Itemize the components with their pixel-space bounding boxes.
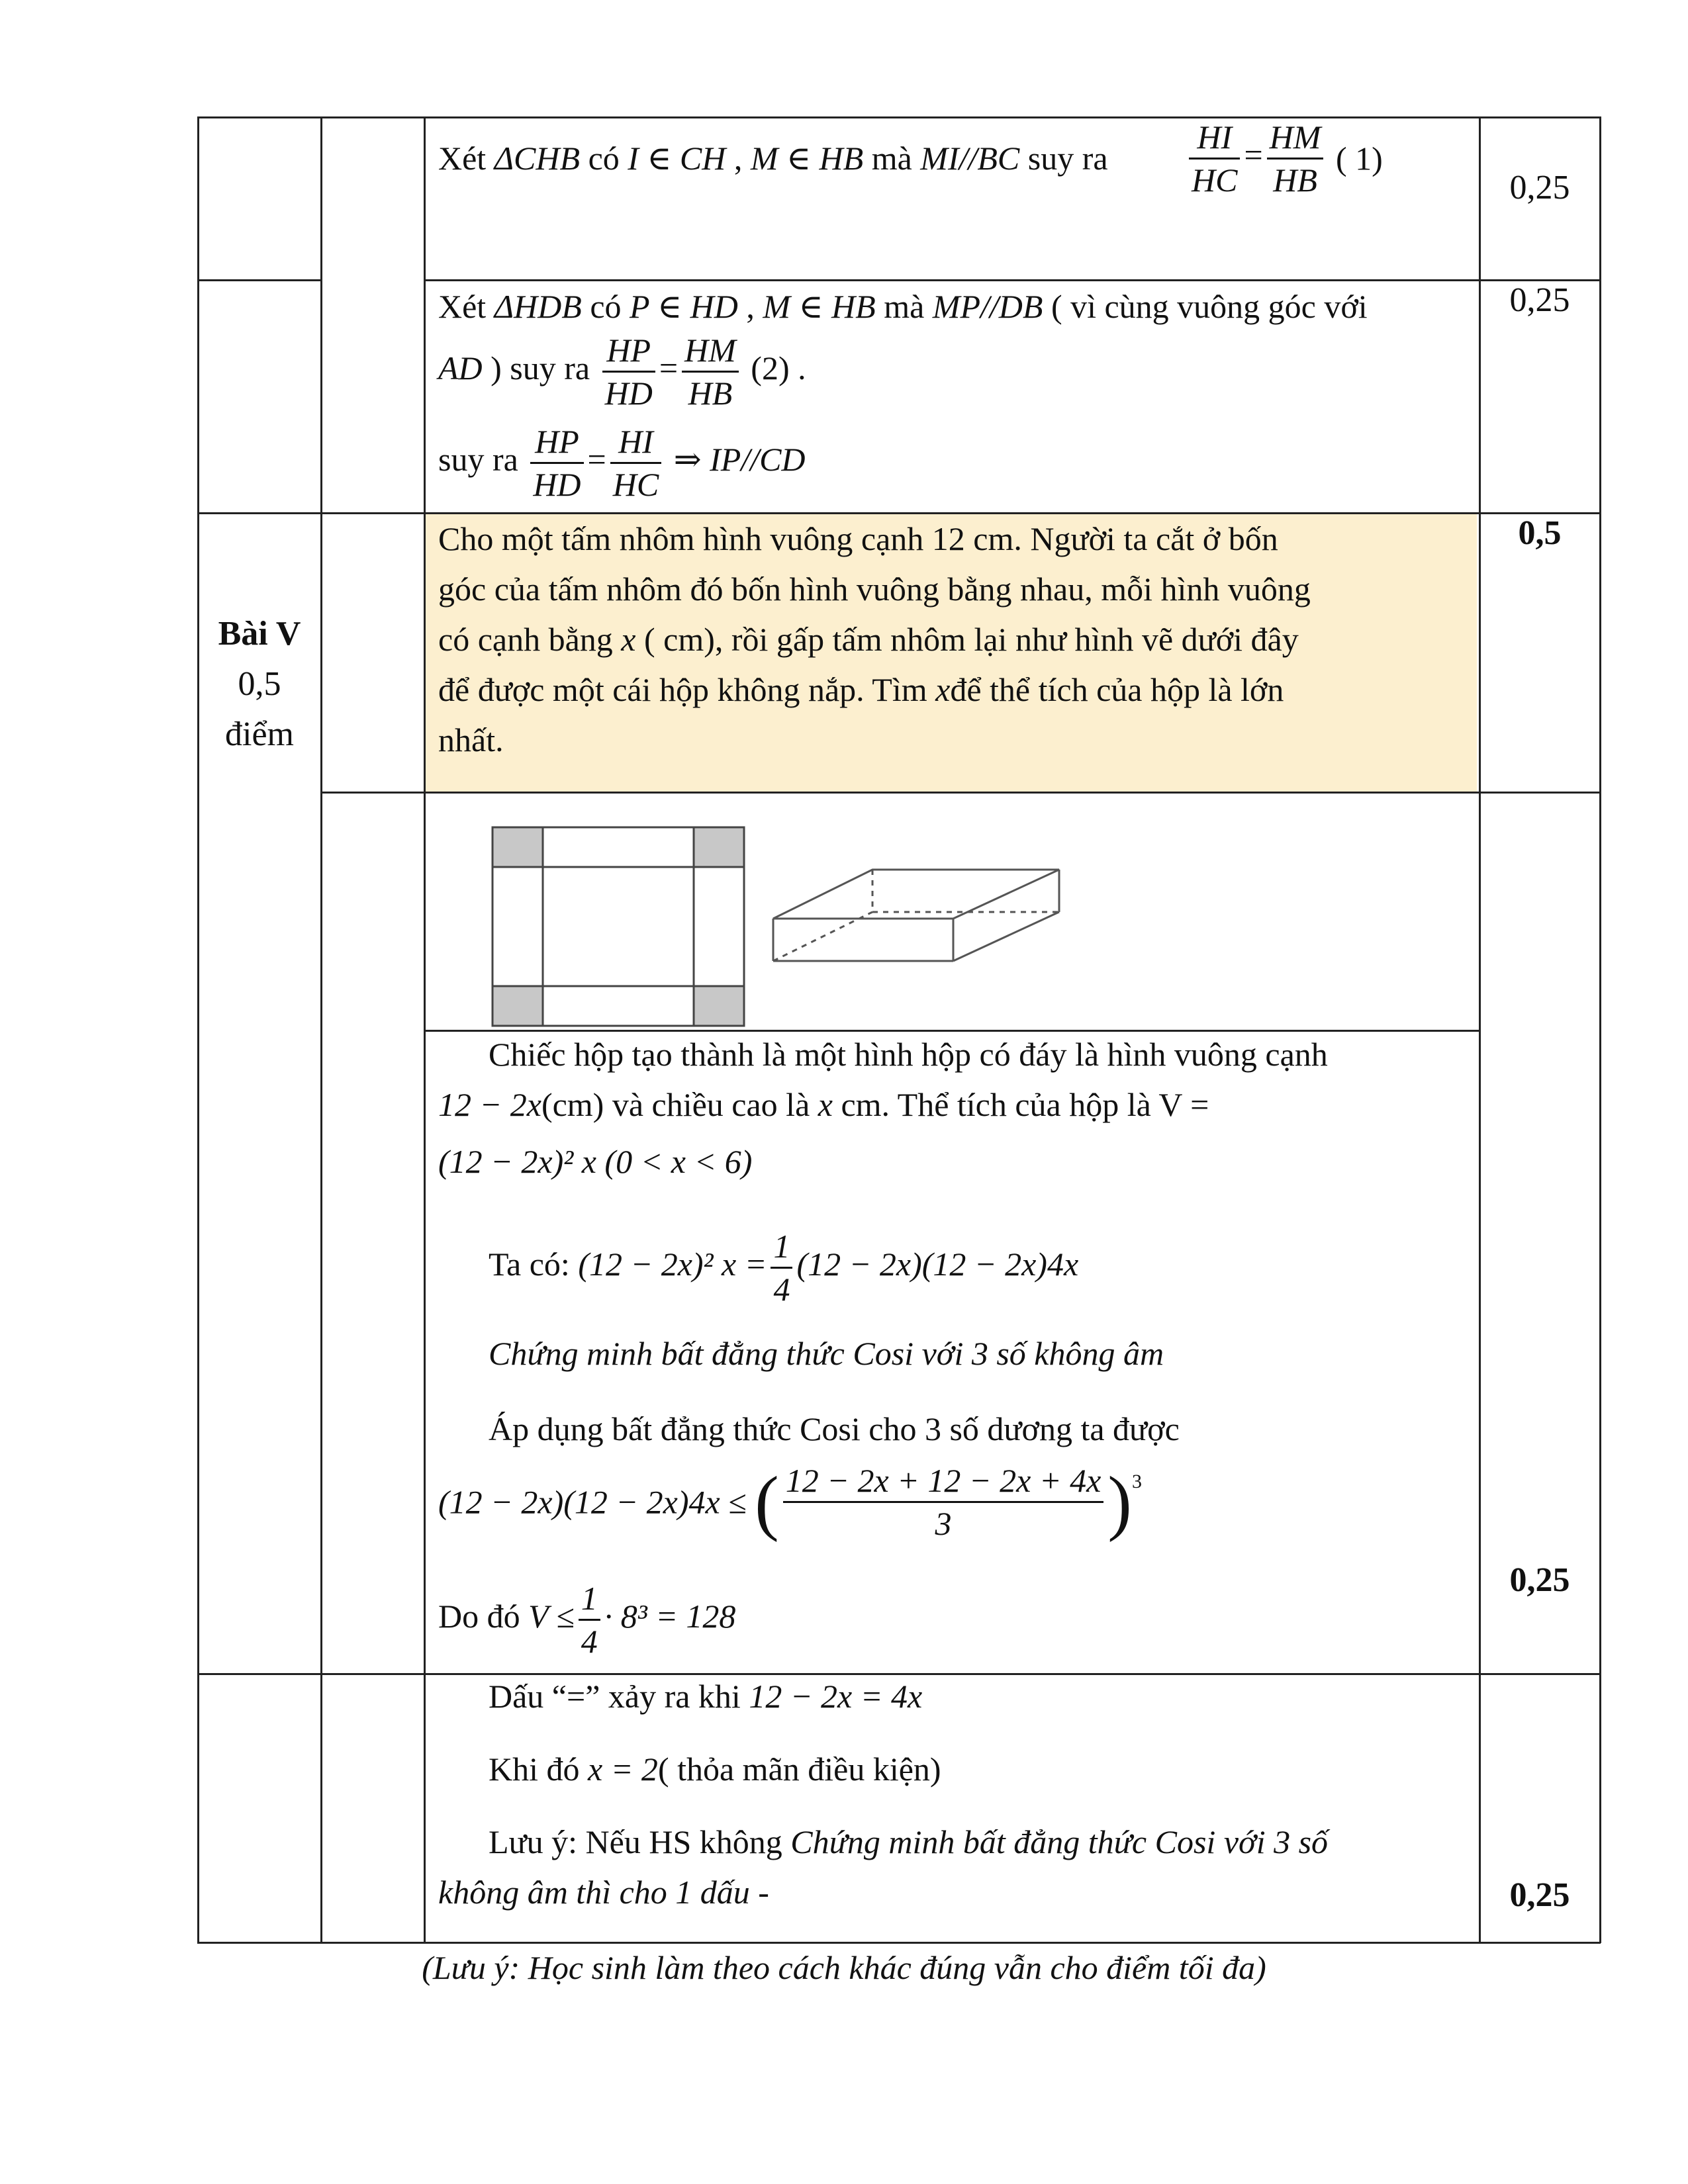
- corner-square-br: [694, 986, 744, 1026]
- sol-line3: (12 − 2x)² x (0 < x < 6): [438, 1143, 753, 1180]
- sol-cosi: Chứng minh bất đẳng thức Cosi với 3 số không âm: [489, 1335, 1164, 1372]
- problem-text: Cho một tấm nhôm hình vuông cạnh 12 cm. Người ta cắt ở bốn góc của tấm nhôm đó bốn hình vuông bằng nhau, mỗi hình vuông có cạnh bằng x ( cm), rồi gấp tấm nhôm lại như hình vẽ dưới đây để được một cái hộp không nắp. Tìm xđể thể tích của hộp là lớn nhất.: [438, 520, 1311, 758]
- row-sep-a: [197, 279, 322, 281]
- row1-fraction: $\frac{HI}{HC}$ = $\frac{HM}{HB}$ ( 1): [1185, 116, 1383, 201]
- footnote: (Lưu ý: Học sinh làm theo cách khác đúng vẫn cho điểm tối đa): [422, 1949, 1266, 1986]
- sol-score: 0,25: [1509, 1561, 1570, 1599]
- table-border-top: [197, 116, 1601, 118]
- table-border-left: [197, 116, 199, 1943]
- sol-dodo: Do đó V ≤ $\frac{1}{4}$ · 8³ = 128: [438, 1578, 735, 1662]
- row1-text: Xét ΔCHB có I ∈ CH , M ∈ HB mà MI//BC suy ra: [438, 140, 1108, 177]
- corner-square-tr: [694, 827, 744, 867]
- last-eqcase: Dấu “=” xảy ra khi 12 − 2x = 4x: [489, 1678, 923, 1715]
- row1-score: 0,25: [1509, 169, 1570, 206]
- last-score: 0,25: [1509, 1876, 1570, 1914]
- row-sep-d: [424, 1030, 1480, 1032]
- table-border-right: [1599, 116, 1601, 1943]
- sol-line1: Chiếc hộp tạo thành là một hình hộp có đáy là hình vuông cạnh: [489, 1036, 1328, 1073]
- box-figure: [437, 794, 1066, 1030]
- row2-line2: AD ) suy ra $\frac{HP}{HD}$ = $\frac{HM}{HB}$ (2) .: [438, 330, 806, 414]
- row-sep-c: [320, 792, 1601, 794]
- row2-line1: Xét ΔHDB có P ∈ HD , M ∈ HB mà MP//DB ( vì cùng vuông góc với: [438, 288, 1368, 325]
- row2-line3: suy ra $\frac{HP}{HD}$ = $\frac{HI}{HC}$ ⇒ IP//CD: [438, 421, 806, 505]
- table-border-bottom: [197, 1942, 1601, 1944]
- corner-square-bl: [492, 986, 543, 1026]
- sol-line2: 12 − 2x(cm) và chiều cao là x cm. Thể tích của hộp là V =: [438, 1086, 1209, 1123]
- problem-score: 0,5: [1518, 514, 1562, 552]
- row-sep-a2: [424, 279, 1601, 281]
- open-box-drawing: [773, 870, 1059, 961]
- sol-apply: Áp dụng bất đẳng thức Cosi cho 3 số dương ta được: [489, 1410, 1180, 1447]
- row2-score: 0,25: [1509, 281, 1570, 319]
- sol-taco: Ta có: (12 − 2x)² x = $\frac{1}{4}$ (12 − 2x)(12 − 2x)4x: [489, 1226, 1078, 1310]
- corner-square-tl: [492, 827, 543, 867]
- bai5-label: Bài V 0,5 điểm: [218, 615, 301, 753]
- last-khido: Khi đó x = 2( thỏa mãn điều kiện): [489, 1751, 941, 1788]
- last-note-1: Lưu ý: Nếu HS không Chứng minh bất đẳng thức Cosi với 3 số: [489, 1823, 1329, 1860]
- sol-ineq: (12 − 2x)(12 − 2x)4x ≤ ( $\frac{12 - 2x + 12 - 2x + 4x}{3}$ )$^3$: [438, 1460, 1142, 1544]
- col-divider-1: [320, 116, 322, 1943]
- last-note-2: không âm thì cho 1 dấu -: [438, 1874, 769, 1911]
